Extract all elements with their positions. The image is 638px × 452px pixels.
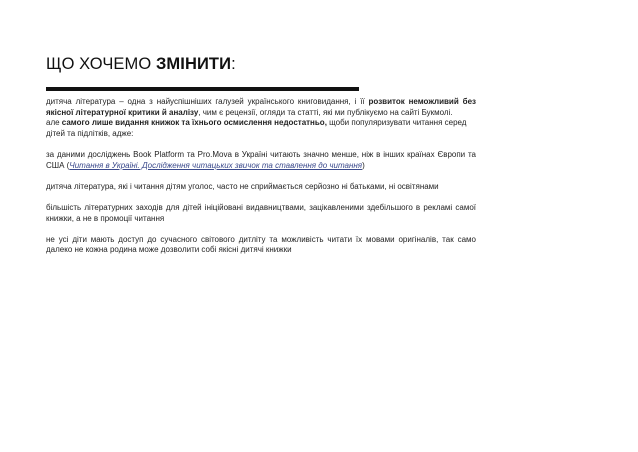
paragraph-6: не усі діти мають доступ до сучасного світового дитліту та можливість читати їх мовами оригіналів, так само далеко не кожна родина може дозволити собі якісні дитячі книжки	[46, 234, 476, 255]
spacer	[46, 192, 476, 203]
paragraph-3	[46, 150, 476, 171]
spacer	[46, 224, 476, 235]
p1-text-bold: розвиток неможливий без якісної літературної критики й аналізу	[46, 97, 476, 117]
p2-text-c: щоби популяризувати читання серед дітей та підлітків, адже:	[46, 118, 467, 138]
p3-text-c: )	[362, 160, 365, 170]
spacer	[46, 171, 476, 182]
title-colon: :	[231, 55, 236, 73]
title-underline	[46, 87, 359, 91]
title-bold: ЗМІНИТИ	[155, 55, 232, 73]
slide-title	[46, 55, 236, 74]
slide-body	[46, 97, 476, 256]
p1-text-c: , чим є рецензії, огляди та статті, які ми публікуємо на сайті Букмолі.	[198, 107, 453, 117]
p1-text-a: дитяча література – одна з найуспішніших галузей українського книговидання, і її	[46, 97, 369, 106]
paragraph-4: дитяча література, які і читання дітям уголос, часто не сприймається серйозно ні батьками, ні освітянами	[46, 181, 439, 191]
p3-text-a: за даними досліджень Book Platform та Pro.Mova в Україні читають значно менше, ніж в інших країнах Європи та США (	[46, 149, 476, 170]
paragraph-5: більшість літературних заходів для дітей ініційовані видавництвами, зацікавленими здебільшого в рекламі самої книжки, а не в промоції читання	[46, 202, 476, 223]
reading-study-link[interactable]: Читання в Україні. Дослідження читацьких звичок та ставлення до читання	[69, 160, 363, 170]
p2-text-bold: самого лише видання книжок та їхнього осмислення недостатньо,	[61, 118, 327, 128]
p2-text-a: але	[46, 118, 62, 128]
title-regular: ЩО ХОЧЕМО	[46, 55, 156, 73]
spacer	[46, 139, 476, 150]
paragraph-1	[46, 97, 476, 118]
paragraph-2	[46, 118, 476, 139]
